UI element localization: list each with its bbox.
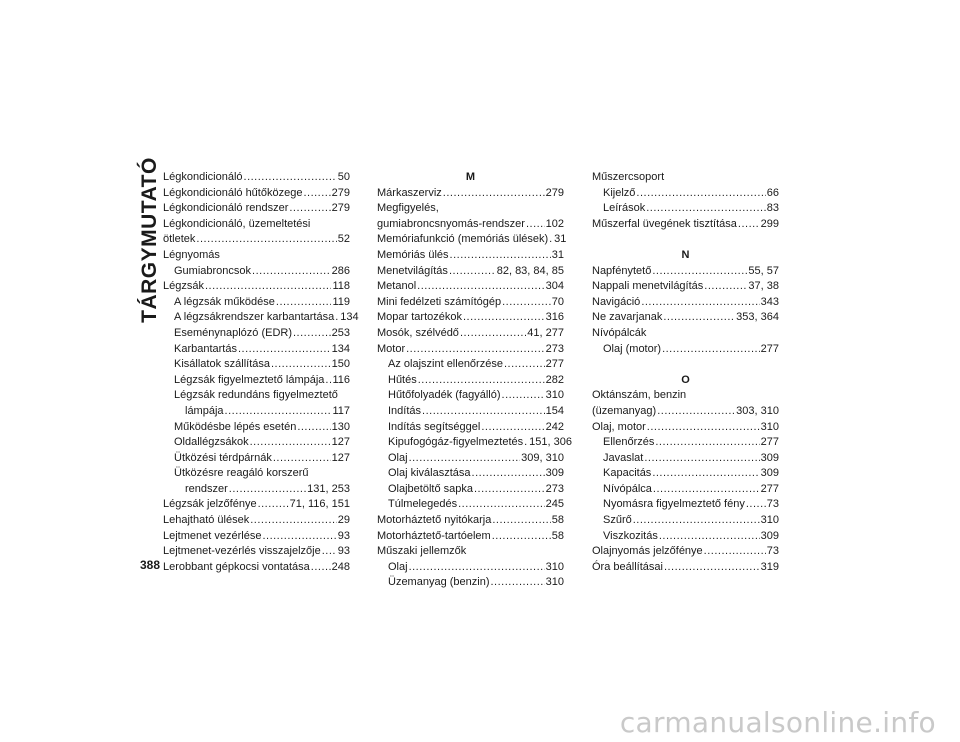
index-term: (üzemanyag) [592, 404, 657, 417]
section-heading: O [681, 373, 690, 386]
dot-leader [502, 295, 551, 311]
dot-leader [663, 310, 735, 326]
index-term: Lejtmenet-vezérlés visszajelzője [163, 545, 321, 558]
index-term: Óra beállításai [592, 560, 663, 573]
page-reference: 309 [545, 467, 564, 480]
index-entry [163, 279, 350, 295]
index-term: Megfigyelés, [377, 202, 439, 215]
dot-leader [409, 560, 545, 576]
index-entry [163, 466, 350, 482]
page-reference: 55, 57 [748, 264, 779, 277]
index-entry [377, 232, 567, 248]
index-entry [592, 388, 779, 404]
index-entry [377, 575, 564, 591]
dot-leader [238, 342, 331, 358]
page-reference: 119 [332, 295, 350, 308]
index-entry [377, 373, 564, 389]
index-entry [377, 201, 564, 217]
page-reference: 93 [337, 529, 350, 542]
index-term: Légzsák figyelmeztető lámpája [174, 373, 325, 386]
index-entry [377, 560, 564, 576]
dot-leader [655, 435, 759, 451]
index-term: Motorháztető nyitókarja [377, 514, 492, 527]
page-reference: 93 [337, 545, 350, 558]
index-term: Motor [377, 342, 406, 355]
index-term: Légnyomás [163, 248, 220, 261]
dot-leader [325, 373, 331, 389]
index-entry [163, 201, 350, 217]
page-reference: 70 [551, 295, 564, 308]
index-entry [163, 310, 359, 326]
index-term: Oktánszám, benzin [592, 389, 687, 402]
index-term: Olaj, motor [592, 420, 646, 433]
index-term: Légkondicionáló [163, 171, 243, 183]
dot-leader [738, 217, 760, 233]
index-entry [377, 310, 564, 326]
dot-leader [704, 279, 747, 295]
index-entry [377, 529, 564, 545]
index-column-3 [592, 170, 779, 575]
index-entry [163, 513, 350, 529]
page-reference: 118 [332, 280, 350, 293]
index-entry [377, 404, 564, 420]
index-entry [377, 295, 564, 311]
index-term: Légzsák jelzőfénye [163, 498, 257, 511]
dot-leader [450, 248, 551, 264]
index-term: Ütközési térdpárnák [174, 451, 272, 464]
page-reference: 319 [760, 560, 779, 573]
index-entry [592, 170, 779, 186]
index-entry [163, 186, 350, 202]
dot-leader [244, 170, 337, 186]
page-reference: 277 [760, 482, 779, 495]
index-entry [377, 497, 564, 513]
page-reference: 286 [331, 264, 350, 277]
dot-leader [474, 482, 545, 498]
page-reference: 245 [545, 498, 564, 511]
dot-leader [526, 217, 545, 233]
index-entry [592, 201, 779, 217]
dot-leader [225, 404, 332, 420]
index-entry [163, 373, 350, 389]
index-term: Indítás segítséggel [388, 420, 481, 433]
page-reference: 37, 38 [748, 280, 779, 293]
page-reference: 73 [766, 545, 779, 558]
index-entry [377, 248, 564, 264]
dot-leader [196, 232, 336, 248]
index-entry [163, 482, 350, 498]
page-reference: 310 [760, 420, 779, 433]
index-entry [163, 217, 350, 233]
index-term: Javaslat [603, 451, 644, 464]
index-term: Motorháztető-tartóelem [377, 529, 491, 542]
index-entry [163, 420, 350, 436]
index-term: Az olajszint ellenőrzése [388, 358, 503, 371]
dot-leader [633, 513, 760, 529]
page-reference: 273 [545, 342, 564, 355]
page-reference: 117 [332, 404, 350, 417]
page-reference: 277 [760, 342, 779, 355]
index-term: Műszercsoport [592, 171, 665, 183]
index-entry [592, 497, 779, 513]
dot-leader [443, 186, 545, 202]
dot-leader [659, 529, 760, 545]
dot-leader [250, 513, 337, 529]
page-reference: 242 [545, 420, 564, 433]
index-term: Márkaszerviz [377, 186, 442, 199]
dot-leader [646, 201, 766, 217]
index-column-2 [377, 170, 572, 591]
dot-leader [653, 482, 760, 498]
index-term: Mopar tartozékok [377, 311, 462, 324]
index-term: A légzsák működése [174, 295, 275, 308]
dot-leader [652, 466, 759, 482]
index-term: Oldallégzsákok [174, 436, 249, 449]
index-entry [592, 279, 779, 295]
index-entry [377, 544, 564, 560]
page-reference: 41, 277 [527, 326, 564, 339]
index-entry [377, 342, 564, 358]
index-term: Viszkozitás [603, 529, 658, 542]
page-reference: 50 [337, 171, 350, 183]
index-entry [377, 217, 564, 233]
dot-leader [271, 357, 331, 373]
page-reference: 304 [545, 280, 564, 293]
dot-leader [289, 201, 330, 217]
index-term: Nívópálca [603, 482, 652, 495]
page-reference: 131, 253 [307, 482, 350, 495]
index-term: Metanol [377, 280, 417, 293]
index-entry [163, 388, 350, 404]
dot-leader [417, 279, 545, 295]
dot-leader [273, 451, 331, 467]
page-reference: 343 [760, 295, 779, 308]
page-reference: 134 [331, 342, 350, 355]
index-term: Légkondicionáló, üzemeltetési [163, 217, 311, 230]
index-term: Indítás [388, 404, 422, 417]
page-reference: 279 [331, 186, 350, 199]
index-term: lámpája [185, 404, 224, 417]
dot-leader [492, 529, 551, 545]
dot-leader [322, 544, 337, 560]
index-term: Hűtés [388, 373, 417, 386]
index-entry [377, 326, 564, 342]
index-entry [163, 248, 350, 264]
index-term: Légkondicionáló hűtőközege [163, 186, 303, 199]
dot-leader [662, 342, 760, 358]
index-term: Leírások [603, 202, 646, 215]
page-reference: 151, 306 [529, 436, 572, 449]
index-term: Műszaki jellemzők [377, 545, 467, 558]
page-reference: 282 [545, 373, 564, 386]
dot-leader [205, 279, 331, 295]
section-heading: N [681, 248, 690, 261]
page-reference: 83 [766, 202, 779, 215]
index-term: Olaj (motor) [603, 342, 662, 355]
index-entry [592, 217, 779, 233]
page-reference: 353, 364 [736, 311, 779, 324]
page-reference: 102 [545, 217, 564, 230]
page-reference: 130 [331, 420, 350, 433]
page-reference: 309 [760, 467, 779, 480]
dot-leader [704, 544, 766, 560]
index-entry [592, 451, 779, 467]
index-term: Gumiabroncsok [174, 264, 252, 277]
index-entry [592, 264, 779, 280]
index-term: Nappali menetvilágítás [592, 280, 704, 293]
page-reference: 310 [760, 514, 779, 527]
index-entry [592, 560, 779, 576]
page-reference: 58 [551, 514, 564, 527]
index-term: Mini fedélzeti számítógép [377, 295, 502, 308]
watermark: carmanualsonline.info [619, 706, 936, 739]
index-term: Műszerfal üvegének tisztítása [592, 217, 737, 230]
index-term: gumiabroncsnyomás-rendszer [377, 217, 525, 230]
dot-leader [311, 560, 331, 576]
dot-leader [406, 342, 545, 358]
dot-leader [463, 310, 545, 326]
dot-leader [481, 420, 544, 436]
index-entry [592, 482, 779, 498]
dot-leader [335, 310, 339, 326]
dot-leader [262, 529, 336, 545]
dot-leader [636, 186, 765, 202]
index-entry [163, 497, 350, 513]
page-reference: 71, 116, 151 [289, 498, 350, 511]
page-reference: 58 [551, 529, 564, 542]
index-entry [377, 264, 564, 280]
index-entry [163, 264, 350, 280]
dot-leader [229, 482, 306, 498]
dot-leader [657, 404, 735, 420]
page-reference: 66 [766, 186, 779, 199]
index-term: Mosók, szélvédő [377, 326, 459, 339]
page-reference: 82, 83, 84, 85 [496, 264, 564, 277]
index-entry [592, 310, 779, 326]
index-entry [163, 232, 350, 248]
index-entry [163, 326, 350, 342]
index-term: Olajbetöltő sapka [388, 482, 473, 495]
index-term: Kipufogógáz-figyelmeztetés [388, 436, 524, 449]
dot-leader [641, 295, 759, 311]
page-reference: 309 [760, 451, 779, 464]
page-reference: 73 [766, 498, 779, 511]
page-reference: 150 [331, 358, 350, 371]
dot-leader [472, 466, 545, 482]
index-entry [163, 435, 350, 451]
index-term: Memóriafunkció (memóriás ülések) [377, 233, 549, 246]
index-entry [377, 279, 564, 295]
page-reference: 310 [545, 389, 564, 402]
page-reference: 273 [545, 482, 564, 495]
dot-leader [409, 451, 521, 467]
index-entry [163, 357, 350, 373]
index-term: Ellenőrzés [603, 436, 655, 449]
index-term: Nívópálcák [592, 326, 647, 339]
index-entry [592, 295, 779, 311]
dot-leader [293, 326, 331, 342]
index-term: Lejtmenet vezérlése [163, 529, 262, 542]
dot-leader [644, 451, 759, 467]
index-term: rendszer [185, 482, 228, 495]
dot-leader [549, 232, 553, 248]
page-reference: 299 [760, 217, 779, 230]
index-entry [163, 529, 350, 545]
index-entry [592, 420, 779, 436]
index-term: Légzsák [163, 280, 204, 293]
index-term: Szűrő [603, 514, 632, 527]
index-entry [377, 357, 564, 373]
dot-leader [258, 497, 289, 513]
index-term: ötletek [163, 233, 196, 246]
index-term: A légzsákrendszer karbantartása [174, 311, 335, 324]
page-reference: 29 [337, 514, 350, 527]
dot-leader [252, 264, 331, 280]
index-column-1 [163, 170, 359, 575]
index-entry [592, 342, 779, 358]
index-term: Nyomásra figyelmeztető fény [603, 498, 745, 511]
page-reference: 116 [332, 373, 350, 386]
index-term: Olaj [388, 451, 408, 464]
index-term: Menetvilágítás [377, 264, 448, 277]
page-reference: 127 [331, 436, 350, 449]
dot-leader [458, 497, 545, 513]
page-reference: 253 [331, 326, 350, 339]
page-reference: 303, 310 [736, 404, 779, 417]
index-term: Légkondicionáló rendszer [163, 202, 289, 215]
page-reference: 277 [760, 436, 779, 449]
index-term: Olaj [388, 560, 408, 573]
page-reference: 310 [545, 576, 564, 589]
dot-leader [418, 373, 545, 389]
dot-leader [652, 264, 747, 280]
page-number: 388 [140, 558, 161, 572]
dot-leader [303, 186, 330, 202]
page-reference: 279 [545, 186, 564, 199]
page-reference: 309, 310 [521, 451, 564, 464]
dot-leader [504, 357, 545, 373]
index-entry [592, 404, 779, 420]
index-entry [163, 451, 350, 467]
index-term: Hűtőfolyadék (fagyálló) [388, 389, 501, 402]
index-entry [592, 513, 779, 529]
dot-leader [449, 264, 496, 280]
index-term: Légzsák redundáns figyelmeztető [174, 389, 338, 402]
index-entry [377, 466, 564, 482]
dot-leader [502, 388, 545, 404]
index-entry [163, 560, 350, 576]
page-reference: 279 [331, 202, 350, 215]
index-entry [592, 529, 779, 545]
page-reference: 52 [337, 233, 350, 246]
index-entry [377, 186, 564, 202]
page-reference: 310 [545, 560, 564, 573]
index-term: Ütközésre reagáló korszerű [174, 467, 309, 480]
section-heading: M [465, 171, 476, 183]
index-term: Túlmelegedés [388, 498, 458, 511]
index-term: Működésbe lépés esetén [174, 420, 297, 433]
index-entry [592, 326, 779, 342]
index-entry [592, 544, 779, 560]
index-entry [377, 420, 564, 436]
dot-leader [276, 295, 332, 311]
dot-leader [297, 420, 330, 436]
page-reference: 277 [545, 358, 564, 371]
index-term: Eseménynaplózó (EDR) [174, 326, 292, 339]
index-entry [377, 451, 564, 467]
index-entry [163, 342, 350, 358]
page-reference: 127 [331, 451, 350, 464]
index-entry [377, 388, 564, 404]
index-term: Lerobbant gépkocsi vontatása [163, 560, 310, 573]
index-term: Ne zavarjanak [592, 311, 663, 324]
index-term: Olaj kiválasztása [388, 467, 471, 480]
index-entry [377, 482, 564, 498]
index-term: Kijelző [603, 186, 636, 199]
dot-leader [647, 420, 760, 436]
index-entry [163, 544, 350, 560]
index-term: Lehajtható ülések [163, 514, 250, 527]
side-title-text: TÁRGYMUTATÓ [138, 157, 161, 323]
dot-leader [460, 326, 526, 342]
page-reference: 134 [340, 311, 359, 324]
index-term: Navigáció [592, 295, 641, 308]
index-entry [377, 435, 572, 451]
page-reference: 316 [545, 311, 564, 324]
index-term: Üzemanyag (benzin) [388, 576, 490, 589]
dot-leader [491, 575, 545, 591]
page-reference: 154 [545, 404, 564, 417]
dot-leader [524, 435, 528, 451]
dot-leader [746, 497, 766, 513]
page-reference: 248 [331, 560, 350, 573]
side-title [138, 157, 162, 323]
index-entry [163, 404, 350, 420]
index-term: Memóriás ülés [377, 248, 449, 261]
page-reference: 309 [760, 529, 779, 542]
page-reference: 31 [554, 233, 567, 246]
index-entry [592, 186, 779, 202]
dot-leader [664, 560, 760, 576]
index-term: Kapacitás [603, 467, 652, 480]
index-term: Kisállatok szállítása [174, 358, 270, 371]
page-reference: 31 [551, 248, 564, 261]
index-term: Olajnyomás jelzőfénye [592, 545, 703, 558]
index-entry [163, 295, 350, 311]
dot-leader [250, 435, 331, 451]
dot-leader [492, 513, 550, 529]
index-entry [377, 513, 564, 529]
index-entry [592, 435, 779, 451]
index-entry [592, 466, 779, 482]
index-term: Napfénytető [592, 264, 652, 277]
dot-leader [422, 404, 545, 420]
index-entry [163, 170, 350, 186]
index-term: Karbantartás [174, 342, 237, 355]
